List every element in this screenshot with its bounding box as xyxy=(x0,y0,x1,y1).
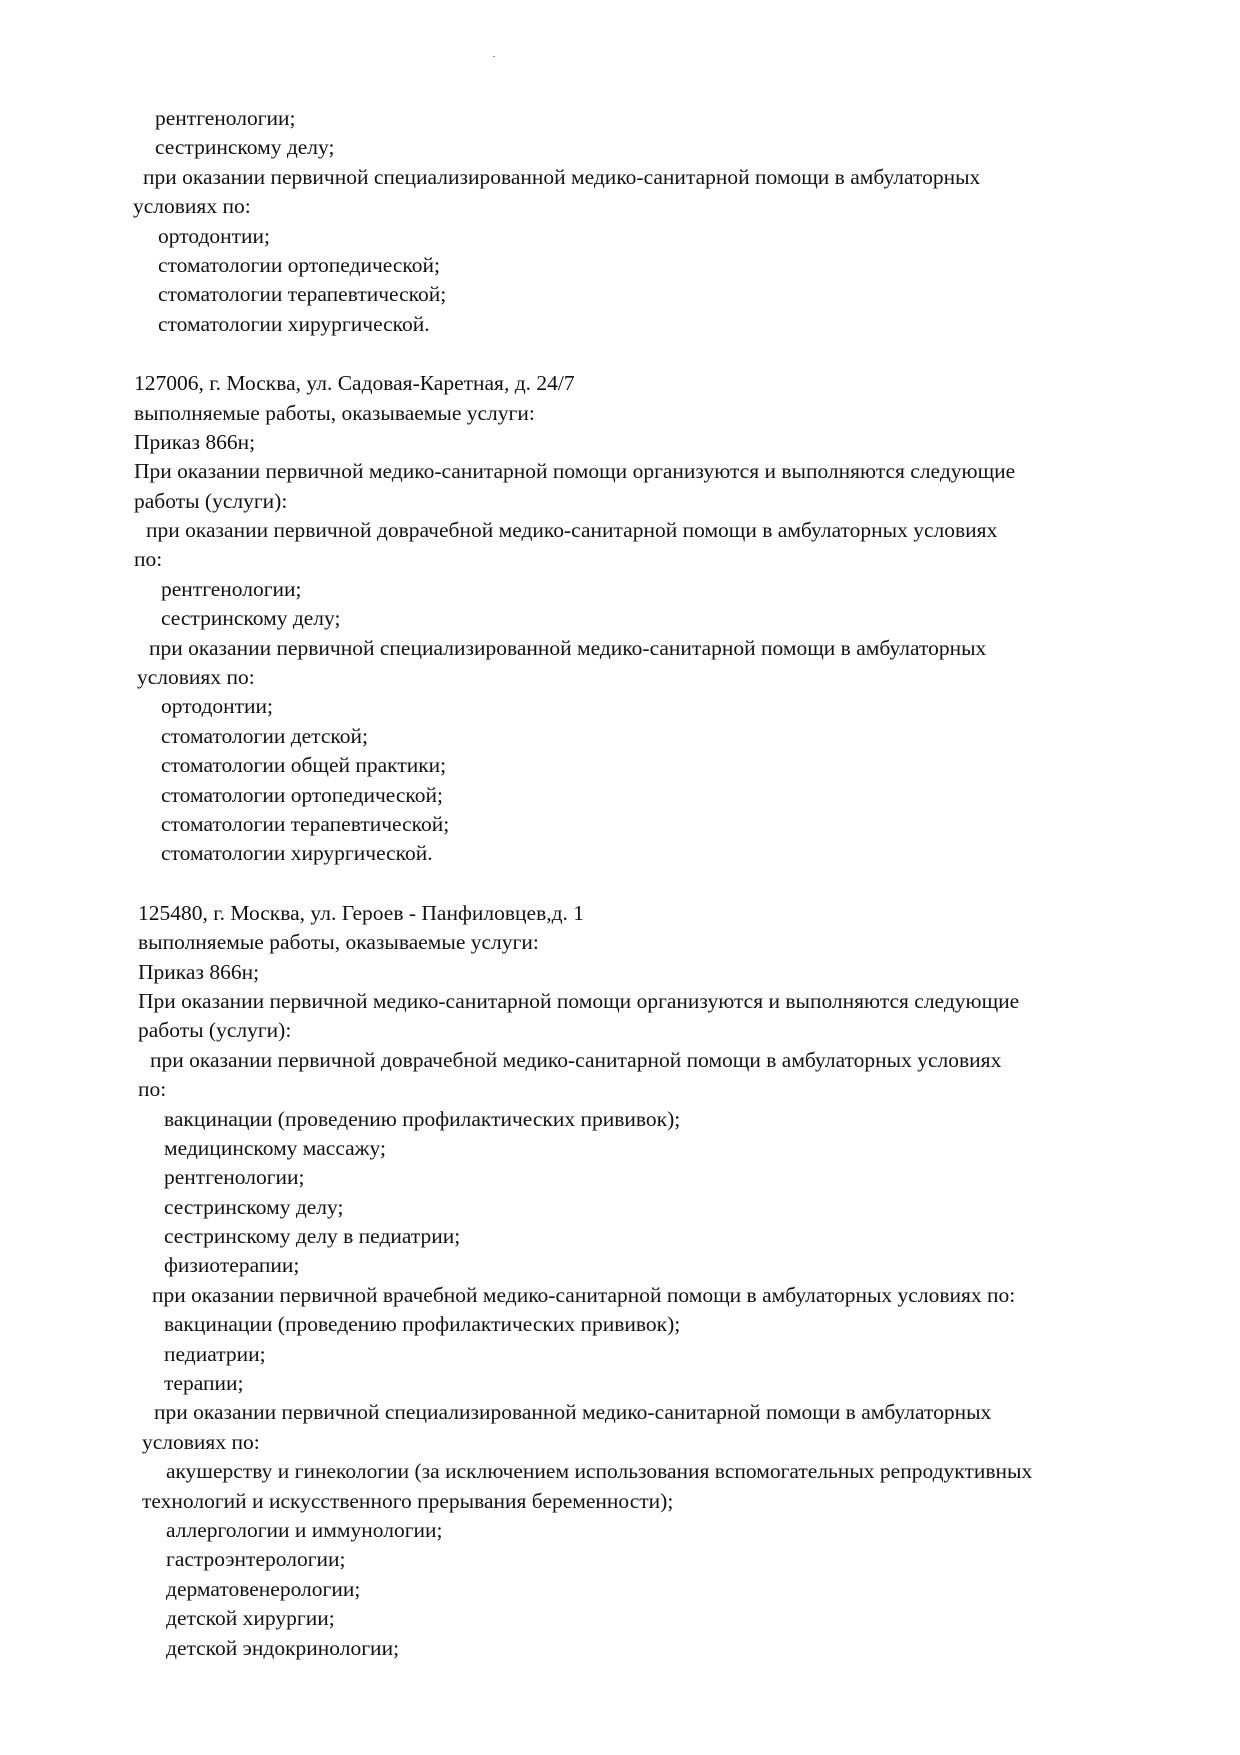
text-line: ортодонтии; xyxy=(158,223,271,248)
text-line: сестринскому делу; xyxy=(155,135,335,160)
text-line: гастроэнтерологии; xyxy=(166,1547,346,1572)
block-gap xyxy=(0,869,1240,899)
address-block xyxy=(0,104,1240,339)
text-line: вакцинации (проведению профилактических прививок); xyxy=(164,1312,681,1337)
text-line: вакцинации (проведению профилактических прививок); xyxy=(164,1106,681,1131)
text-line: стоматологии терапевтической; xyxy=(158,282,447,307)
document-body xyxy=(0,104,1240,1663)
text-line: физиотерапии; xyxy=(164,1253,300,1278)
text-line: выполняемые работы, оказываемые услуги: xyxy=(138,930,539,955)
address-block xyxy=(0,899,1240,1663)
text-line: выполняемые работы, оказываемые услуги: xyxy=(134,400,535,425)
text-line: При оказании первичной медико-санитарной помощи организуются и выполняются следующие xyxy=(134,459,1016,484)
text-line: стоматологии ортопедической; xyxy=(158,252,441,277)
text-line: педиатрии; xyxy=(164,1341,266,1366)
text-line: по: xyxy=(138,1077,167,1102)
block-gap xyxy=(0,339,1240,369)
text-line: условиях по: xyxy=(142,1429,260,1454)
text-line: по: xyxy=(134,547,163,572)
text-line: стоматологии общей практики; xyxy=(161,753,447,778)
text-line: стоматологии детской; xyxy=(161,723,368,748)
text-line: при оказании первичной специализированной медико-санитарной помощи в амбулаторных xyxy=(149,635,987,660)
text-line: Приказ 866н; xyxy=(138,959,260,984)
text-line: рентгенологии; xyxy=(161,576,302,601)
text-line: при оказании первичной доврачебной медико-санитарной помощи в амбулаторных условиях xyxy=(146,518,998,543)
text-line: ортодонтии; xyxy=(161,694,274,719)
text-line: условиях по: xyxy=(137,665,255,690)
text-line: сестринскому делу; xyxy=(164,1194,344,1219)
text-line: Приказ 866н; xyxy=(134,429,256,454)
text-line: терапии; xyxy=(164,1371,244,1396)
text-line: 127006, г. Москва, ул. Садовая-Каретная, д. 24/7 xyxy=(134,371,575,396)
text-line: стоматологии терапевтической; xyxy=(161,811,450,836)
text-line: стоматологии хирургической. xyxy=(158,311,430,336)
text-line: сестринскому делу; xyxy=(161,606,341,631)
text-line: детской эндокринологии; xyxy=(166,1635,400,1660)
text-line: при оказании первичной специализированной медико-санитарной помощи в амбулаторных xyxy=(143,164,981,189)
text-line: стоматологии ортопедической; xyxy=(161,782,444,807)
text-line: стоматологии хирургической. xyxy=(161,841,433,866)
text-line: работы (услуги): xyxy=(134,488,288,513)
text-line: сестринскому делу в педиатрии; xyxy=(164,1224,461,1249)
text-line: 125480, г. Москва, ул. Героев - Панфиловцев,д. 1 xyxy=(138,900,585,925)
text-line: при оказании первичной доврачебной медико-санитарной помощи в амбулаторных условиях xyxy=(150,1047,1002,1072)
address-block xyxy=(0,369,1240,869)
text-line: аллергологии и иммунологии; xyxy=(166,1517,443,1542)
text-line: работы (услуги): xyxy=(138,1018,292,1043)
text-line: рентгенологии; xyxy=(164,1165,305,1190)
text-line: детской хирургии; xyxy=(166,1606,335,1631)
text-line: условиях по: xyxy=(133,194,251,219)
scan-speck xyxy=(493,56,495,57)
text-line: При оказании первичной медико-санитарной помощи организуются и выполняются следующие xyxy=(138,988,1020,1013)
text-line: при оказании первичной врачебной медико-санитарной помощи в амбулаторных условиях по: xyxy=(152,1282,1016,1307)
text-line: медицинскому массажу; xyxy=(164,1135,386,1160)
text-line: акушерству и гинекологии (за исключением использования вспомогательных репродуктивных xyxy=(166,1459,1033,1484)
text-line: технологий и искусственного прерывания беременности); xyxy=(142,1488,674,1513)
text-line: дерматовенерологии; xyxy=(166,1576,361,1601)
text-line: при оказании первичной специализированной медико-санитарной помощи в амбулаторных xyxy=(154,1400,992,1425)
text-line: рентгенологии; xyxy=(155,106,296,130)
